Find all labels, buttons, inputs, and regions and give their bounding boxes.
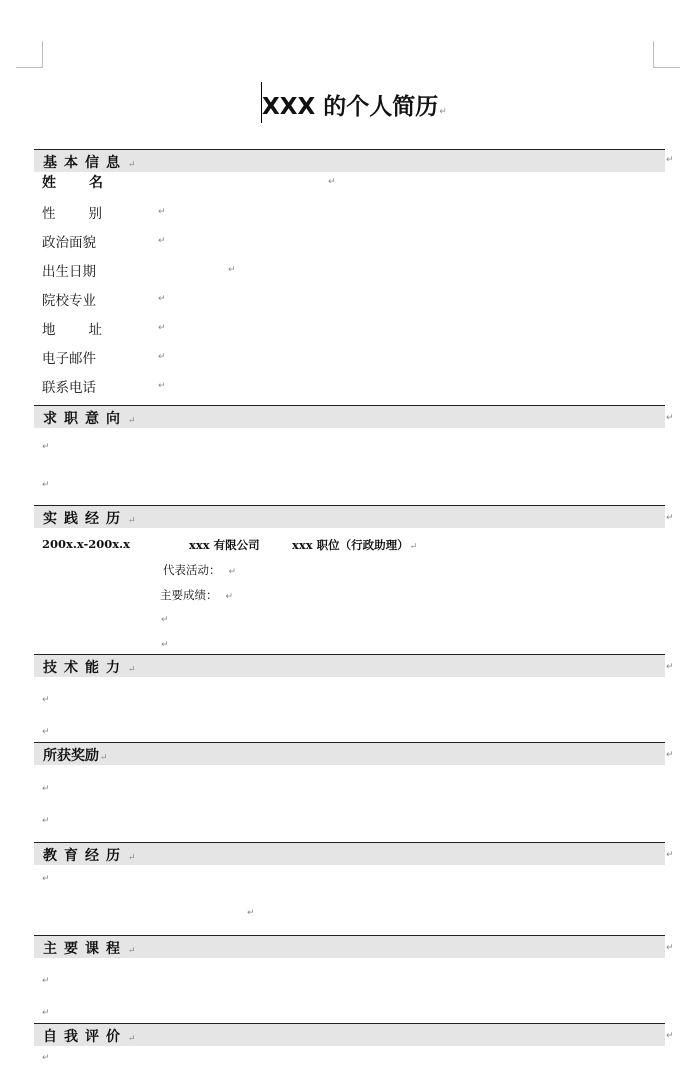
- paragraph-mark-icon: ↵: [666, 943, 674, 953]
- label-phone[interactable]: 联系电话: [42, 380, 96, 396]
- label-politics[interactable]: 政治面貌: [42, 235, 96, 251]
- section-header-job-intention[interactable]: [34, 405, 665, 428]
- paragraph-mark-icon: ↵: [666, 155, 674, 165]
- paragraph-mark-icon: ↵: [666, 513, 674, 523]
- empty-paragraph[interactable]: ↵: [42, 874, 50, 884]
- section-header-self-evaluation[interactable]: [34, 1023, 665, 1046]
- experience-position[interactable]: xxx 职位（行政助理）↵: [292, 538, 418, 552]
- section-header-courses[interactable]: [34, 935, 665, 958]
- experience-company[interactable]: xxx 有限公司: [189, 538, 260, 552]
- paragraph-mark-icon: ↵: [158, 207, 166, 217]
- empty-paragraph[interactable]: ↵: [42, 1053, 50, 1063]
- paragraph-mark-icon: ↵: [439, 107, 447, 117]
- label-name[interactable]: 姓名: [42, 175, 136, 191]
- paragraph-mark-icon: ↵: [158, 381, 166, 391]
- paragraph-mark-icon: ↵: [158, 323, 166, 333]
- label-email[interactable]: 电子邮件: [42, 351, 96, 367]
- section-title: 自我评价↵: [43, 1029, 143, 1045]
- empty-paragraph[interactable]: ↵: [42, 976, 50, 986]
- paragraph-mark-icon: ↵: [666, 850, 674, 860]
- empty-paragraph[interactable]: ↵: [42, 1008, 50, 1018]
- section-title: 主要课程↵: [43, 941, 143, 957]
- section-header-basic-info[interactable]: [34, 149, 665, 172]
- paragraph-mark-icon: ↵: [666, 1031, 674, 1041]
- paragraph-mark-icon: ↵: [666, 413, 674, 423]
- paragraph-mark-icon: ↵: [666, 750, 674, 760]
- section-title: 技术能力↵: [43, 660, 143, 676]
- label-birth-date[interactable]: 出生日期: [42, 264, 96, 280]
- empty-paragraph[interactable]: ↵: [42, 784, 50, 794]
- label-gender[interactable]: 性别: [42, 206, 135, 222]
- section-title: 实践经历↵: [43, 511, 143, 527]
- section-title: 教育经历↵: [43, 848, 143, 864]
- page-title[interactable]: XXX 的个人简历↵: [262, 94, 447, 120]
- label-address[interactable]: 地址: [42, 322, 135, 338]
- empty-paragraph[interactable]: ↵: [161, 615, 169, 625]
- section-title: 所获奖励↵: [43, 748, 108, 764]
- empty-paragraph[interactable]: ↵: [42, 480, 50, 490]
- empty-paragraph[interactable]: ↵: [161, 640, 169, 650]
- paragraph-mark-icon: ↵: [228, 265, 236, 275]
- section-header-awards[interactable]: [34, 742, 665, 765]
- experience-period[interactable]: 200x.x-200x.x: [42, 537, 131, 551]
- label-school-major[interactable]: 院校专业: [42, 293, 96, 309]
- paragraph-mark-icon: ↵: [158, 352, 166, 362]
- section-header-skills[interactable]: [34, 654, 665, 677]
- page-corner-top-right: [653, 41, 680, 68]
- paragraph-mark-icon: ↵: [158, 294, 166, 304]
- section-header-education[interactable]: [34, 842, 665, 865]
- label-achievements[interactable]: 主要成绩： ↵: [160, 588, 234, 602]
- empty-paragraph[interactable]: ↵: [42, 695, 50, 705]
- paragraph-mark-icon: ↵: [158, 236, 166, 246]
- label-activities[interactable]: 代表活动： ↵: [163, 563, 237, 577]
- paragraph-mark-icon: ↵: [666, 662, 674, 672]
- page-corner-top-left: [16, 41, 43, 68]
- empty-paragraph[interactable]: ↵: [42, 442, 50, 452]
- section-title: 基本信息↵: [43, 155, 143, 171]
- empty-paragraph[interactable]: ↵: [42, 816, 50, 826]
- paragraph-mark-icon: ↵: [328, 177, 336, 187]
- empty-paragraph[interactable]: ↵: [42, 727, 50, 737]
- section-title: 求职意向↵: [43, 411, 143, 427]
- empty-paragraph[interactable]: ↵: [247, 908, 255, 918]
- section-header-practice[interactable]: [34, 505, 665, 528]
